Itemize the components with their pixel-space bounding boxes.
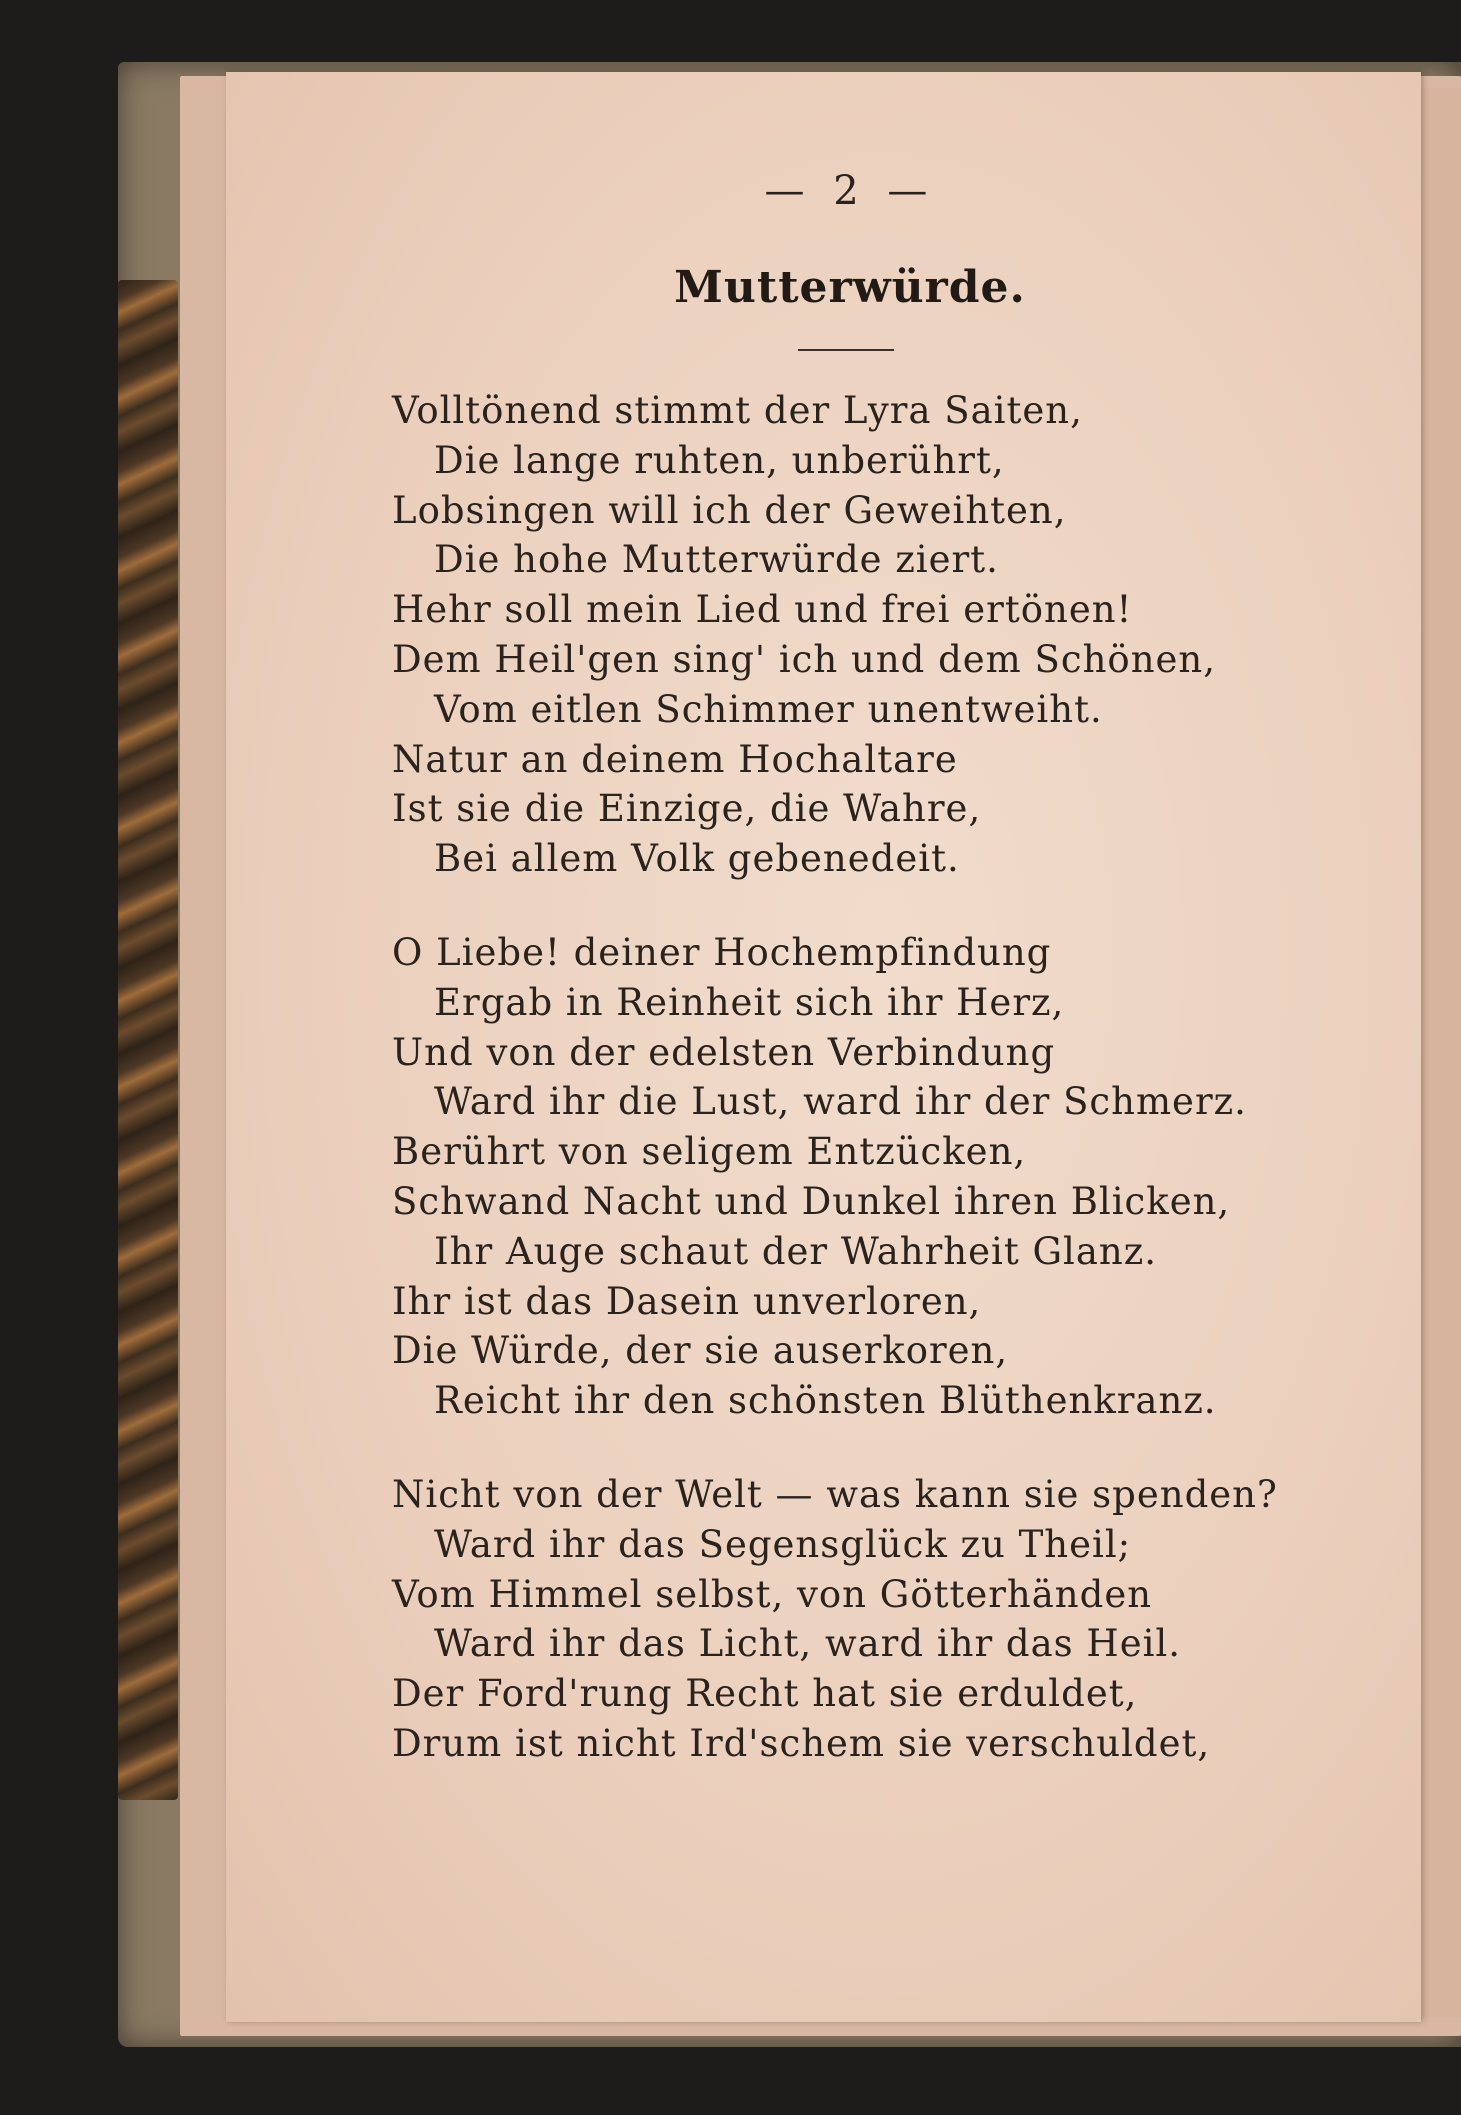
poem-line: Natur an deinem Hochaltare	[392, 737, 958, 781]
poem-line: Ihr ist das Dasein unverloren,	[392, 1279, 982, 1323]
poem-line: Ist sie die Einzige, die Wahre,	[392, 787, 982, 831]
poem-line: Nicht von der Welt — was kann sie spenden?	[392, 1472, 1278, 1516]
marbled-spine	[118, 280, 178, 1800]
poem-line: Der Ford'rung Recht hat sie erduldet,	[392, 1672, 1138, 1716]
stanza	[392, 928, 1292, 1426]
poem-line: Lobsingen will ich der Geweihten,	[392, 488, 1067, 532]
poem-line: Ihr Auge schaut der Wahrheit Glanz.	[434, 1229, 1157, 1273]
poem-line: Ergab in Reinheit sich ihr Herz,	[434, 980, 1065, 1024]
poem-line: Ward ihr die Lust, ward ihr der Schmerz.	[434, 1080, 1247, 1124]
poem-line: Ward ihr das Segensglück zu Theil;	[434, 1522, 1132, 1566]
poem-line: Hehr soll mein Lied und frei ertönen!	[392, 588, 1133, 632]
poem-line: Vom Himmel selbst, von Götterhänden	[392, 1572, 1153, 1616]
poem-line: Die Würde, der sie auserkoren,	[392, 1329, 1009, 1373]
stanza-gap	[392, 1426, 1292, 1470]
poem-line: Vom eitlen Schimmer unentweiht.	[434, 687, 1103, 731]
poem-title: Mutterwürde.	[674, 262, 1026, 313]
poem-line: Volltönend stimmt der Lyra Saiten,	[392, 389, 1083, 432]
poem-line: O Liebe! deiner Hochempfindung	[392, 930, 1052, 974]
poem-line: Und von der edelsten Verbindung	[392, 1030, 1056, 1074]
poem-line: Bei allem Volk gebenedeit.	[434, 837, 960, 881]
poem-line: Reicht ihr den schönsten Blüthenkranz.	[434, 1379, 1217, 1423]
poem-line: Ward ihr das Licht, ward ihr das Heil.	[434, 1622, 1182, 1666]
poem-body	[392, 386, 1292, 1769]
stanza	[392, 1470, 1292, 1769]
page-number: — 2 —	[764, 168, 936, 214]
title-divider	[798, 349, 894, 351]
poem-line: Dem Heil'gen sing' ich und dem Schönen,	[392, 637, 1217, 681]
stanza	[392, 386, 1292, 884]
next-page-edge	[1421, 88, 1461, 2018]
poem-line: Die lange ruhten, unberührt,	[434, 438, 1005, 482]
poem-line: Berührt von seligem Entzücken,	[392, 1130, 1027, 1174]
poem-line: Die hohe Mutterwürde ziert.	[434, 538, 999, 582]
poem-line: Drum ist nicht Ird'schem sie verschuldet,	[392, 1721, 1211, 1765]
stanza-gap	[392, 884, 1292, 928]
poem-line: Schwand Nacht und Dunkel ihren Blicken,	[392, 1179, 1231, 1223]
